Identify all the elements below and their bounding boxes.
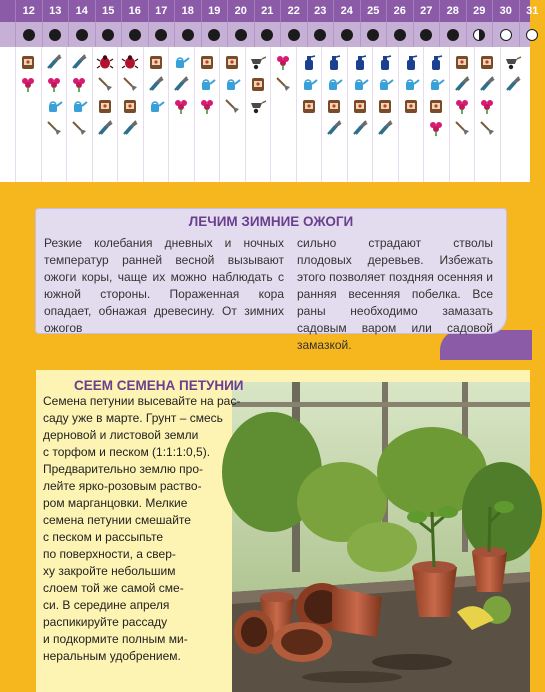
winter-burns-text-left: Резкие колебания дневных и ночных температур ранней весной вызывают ожоги коры, чаще их можно наблюдать с южной стороны. Пораженная кора опадает, обнажая древесину. От зимних ожогов	[44, 236, 284, 335]
flower-icon	[198, 97, 216, 115]
flower-icon	[274, 53, 292, 71]
calendar-activity-grid	[0, 47, 530, 182]
new-moon-icon	[341, 29, 353, 41]
watering-can-icon	[223, 75, 241, 93]
moon-phase-cell	[15, 22, 42, 47]
flower-icon	[70, 75, 88, 93]
day-header-cell	[439, 0, 466, 22]
pruning-shears-icon	[325, 119, 343, 137]
petunia-title: СЕЕМ СЕМЕНА ПЕТУНИИ	[74, 378, 244, 393]
moon-phase-cell	[386, 22, 413, 47]
day-header-cell	[227, 0, 254, 22]
day-header-cell	[466, 0, 493, 22]
winter-burns-title: ЛЕЧИМ ЗИМНИЕ ОЖОГИ	[188, 214, 354, 229]
day-number: 14	[75, 5, 88, 17]
fertilize-bag-icon	[427, 97, 445, 115]
pruning-shears-icon	[147, 75, 165, 93]
day-header-cell	[42, 0, 69, 22]
moon-phase-cell	[201, 22, 228, 47]
day-activities	[219, 47, 245, 182]
day-activities	[66, 47, 92, 182]
petunia-line: дерновой и листовой земли	[43, 428, 199, 442]
new-moon-icon	[394, 29, 406, 41]
watering-can-icon	[351, 75, 369, 93]
petunia-line: саду уже в марте. Грунт – смесь	[43, 411, 223, 425]
day-header-cell	[15, 0, 42, 22]
day-header-cell	[68, 0, 95, 22]
day-activities	[168, 47, 194, 182]
shovel-icon	[453, 119, 471, 137]
pruning-shears-icon	[478, 75, 496, 93]
day-activities	[270, 47, 296, 182]
full-moon-icon	[526, 29, 538, 41]
sprayer-icon	[376, 53, 394, 71]
new-moon-icon	[76, 29, 88, 41]
day-activities	[92, 47, 118, 182]
sprayer-icon	[427, 53, 445, 71]
new-moon-icon	[208, 29, 220, 41]
day-number: 22	[287, 5, 300, 17]
fertilize-bag-icon	[478, 53, 496, 71]
flower-icon	[45, 75, 63, 93]
fertilize-bag-icon	[249, 75, 267, 93]
petunia-line: и подкормите полным ми-	[43, 632, 188, 646]
new-moon-icon	[102, 29, 114, 41]
day-number: 15	[102, 5, 115, 17]
day-number: 18	[181, 5, 194, 17]
insect-icon	[121, 53, 139, 71]
moon-phase-cell	[360, 22, 387, 47]
fertilize-bag-icon	[402, 97, 420, 115]
petunia-line: Семена петунии высевайте на рас-	[43, 394, 241, 408]
day-number: 21	[261, 5, 274, 17]
day-header-cell	[519, 0, 545, 22]
watering-can-icon	[300, 75, 318, 93]
wheelbarrow-icon	[249, 97, 267, 115]
day-number: 20	[234, 5, 247, 17]
moon-phase-cell	[492, 22, 519, 47]
day-number: 26	[393, 5, 406, 17]
day-header-cell	[121, 0, 148, 22]
day-header-cell	[307, 0, 334, 22]
new-moon-icon	[447, 29, 459, 41]
fertilize-bag-icon	[376, 97, 394, 115]
day-number: 17	[155, 5, 168, 17]
moon-phase-cell	[95, 22, 122, 47]
fertilize-bag-icon	[223, 53, 241, 71]
watering-can-icon	[147, 97, 165, 115]
day-header-cell	[333, 0, 360, 22]
day-activities	[15, 47, 41, 182]
shovel-icon	[223, 97, 241, 115]
fertilize-bag-icon	[121, 97, 139, 115]
new-moon-icon	[420, 29, 432, 41]
day-number: 12	[22, 5, 35, 17]
flower-icon	[172, 97, 190, 115]
new-moon-icon	[235, 29, 247, 41]
fertilize-bag-icon	[96, 97, 114, 115]
shovel-icon	[478, 119, 496, 137]
new-moon-icon	[23, 29, 35, 41]
moon-phase-cell	[121, 22, 148, 47]
day-number: 25	[367, 5, 380, 17]
shovel-icon	[45, 119, 63, 137]
pruning-shears-icon	[96, 119, 114, 137]
pruning-shears-icon	[172, 75, 190, 93]
new-moon-icon	[288, 29, 300, 41]
moon-phase-cell	[413, 22, 440, 47]
flower-icon	[478, 97, 496, 115]
moon-phase-cell	[68, 22, 95, 47]
watering-can-icon	[45, 97, 63, 115]
pruning-shears-icon	[70, 53, 88, 71]
day-header-cell	[492, 0, 519, 22]
petunia-line: неральным удобрением.	[43, 649, 181, 663]
day-activities	[474, 47, 500, 182]
watering-can-icon	[325, 75, 343, 93]
day-header-cell	[201, 0, 228, 22]
new-moon-icon	[261, 29, 273, 41]
watering-can-icon	[70, 97, 88, 115]
day-number: 31	[526, 5, 539, 17]
day-activities	[194, 47, 220, 182]
day-header-cell	[95, 0, 122, 22]
petunia-line: слоем той же самой сме-	[43, 581, 184, 595]
watering-can-icon	[172, 53, 190, 71]
shovel-icon	[70, 119, 88, 137]
day-activities	[41, 47, 67, 182]
petunia-line: распикируйте рассаду	[43, 615, 168, 629]
winter-burns-text-right: сильно страдают стволы плодовых деревьев. Избежать этого позволяет поздняя осенняя и ранняя весенняя побелка. Все раны необходимо замазать садовым варом или садовой замазкой.	[297, 236, 493, 352]
day-activities	[398, 47, 424, 182]
flower-icon	[19, 75, 37, 93]
petunia-line: с торфом и песком (1:1:1:0,5).	[43, 445, 211, 459]
fertilize-bag-icon	[351, 97, 369, 115]
new-moon-icon	[367, 29, 379, 41]
day-activities	[449, 47, 475, 182]
petunia-line: лейте ярко-розовым раство-	[43, 479, 202, 493]
day-header-cell	[360, 0, 387, 22]
day-header-cell	[413, 0, 440, 22]
moon-phase-cell	[148, 22, 175, 47]
insect-icon	[96, 53, 114, 71]
full-moon-icon	[500, 29, 512, 41]
petunia-line: ху закройте небольшим	[43, 564, 176, 578]
wheelbarrow-icon	[249, 53, 267, 71]
day-activities	[347, 47, 373, 182]
watering-can-icon	[376, 75, 394, 93]
day-activities	[500, 47, 526, 182]
moon-phase-cell	[174, 22, 201, 47]
sprayer-icon	[325, 53, 343, 71]
fertilize-bag-icon	[325, 97, 343, 115]
day-header-cell	[280, 0, 307, 22]
pruning-shears-icon	[376, 119, 394, 137]
day-number: 23	[314, 5, 327, 17]
day-number: 28	[446, 5, 459, 17]
day-number: 19	[208, 5, 221, 17]
fertilize-bag-icon	[198, 53, 216, 71]
day-number: 30	[499, 5, 512, 17]
petunia-line: с песком и рассыпьте	[43, 530, 164, 544]
day-activities	[423, 47, 449, 182]
watering-can-icon	[198, 75, 216, 93]
fertilize-bag-icon	[147, 53, 165, 71]
petunia-line: Предварительно землю про-	[43, 462, 203, 476]
moon-phase-cell	[519, 22, 545, 47]
shovel-icon	[96, 75, 114, 93]
new-moon-icon	[314, 29, 326, 41]
flower-icon	[427, 119, 445, 137]
fertilize-bag-icon	[19, 53, 37, 71]
petunia-line: си. В середине апреля	[43, 598, 170, 612]
pruning-shears-icon	[121, 119, 139, 137]
day-activities	[296, 47, 322, 182]
moon-phase-cell	[227, 22, 254, 47]
fertilize-bag-icon	[453, 53, 471, 71]
new-moon-icon	[155, 29, 167, 41]
shovel-icon	[121, 75, 139, 93]
calendar-day-row	[0, 0, 539, 22]
petunia-line: по поверхности, а свер-	[43, 547, 176, 561]
sprayer-icon	[351, 53, 369, 71]
moon-phase-cell	[254, 22, 281, 47]
new-moon-icon	[182, 29, 194, 41]
watering-can-icon	[402, 75, 420, 93]
wheelbarrow-icon	[504, 53, 522, 71]
day-number: 13	[49, 5, 62, 17]
moon-phase-cell	[280, 22, 307, 47]
petunia-text	[43, 393, 283, 665]
pruning-shears-icon	[45, 53, 63, 71]
moon-phase-cell	[42, 22, 69, 47]
day-number: 29	[473, 5, 486, 17]
day-header-cell	[386, 0, 413, 22]
fertilize-bag-icon	[300, 97, 318, 115]
calendar-moon-row	[0, 22, 530, 47]
sprayer-icon	[300, 53, 318, 71]
new-moon-icon	[49, 29, 61, 41]
lunar-calendar	[0, 0, 539, 182]
new-moon-icon	[129, 29, 141, 41]
first-moon-icon	[473, 29, 485, 41]
pruning-shears-icon	[504, 75, 522, 93]
day-number: 16	[128, 5, 141, 17]
day-header-cell	[148, 0, 175, 22]
day-activities	[245, 47, 271, 182]
day-activities	[117, 47, 143, 182]
moon-phase-cell	[307, 22, 334, 47]
day-header-cell	[174, 0, 201, 22]
day-number: 27	[420, 5, 433, 17]
day-activities	[321, 47, 347, 182]
day-header-cell	[254, 0, 281, 22]
day-activities	[372, 47, 398, 182]
pruning-shears-icon	[453, 75, 471, 93]
watering-can-icon	[427, 75, 445, 93]
shovel-icon	[274, 75, 292, 93]
flower-icon	[453, 97, 471, 115]
petunia-line: ром марганцовки. Мелкие	[43, 496, 188, 510]
sprayer-icon	[402, 53, 420, 71]
pruning-shears-icon	[351, 119, 369, 137]
winter-burns-card	[35, 208, 507, 352]
day-activities	[143, 47, 169, 182]
moon-phase-cell	[439, 22, 466, 47]
moon-phase-cell	[466, 22, 493, 47]
petunia-line: семена петунии смешайте	[43, 513, 191, 527]
moon-phase-cell	[333, 22, 360, 47]
day-number: 24	[340, 5, 353, 17]
